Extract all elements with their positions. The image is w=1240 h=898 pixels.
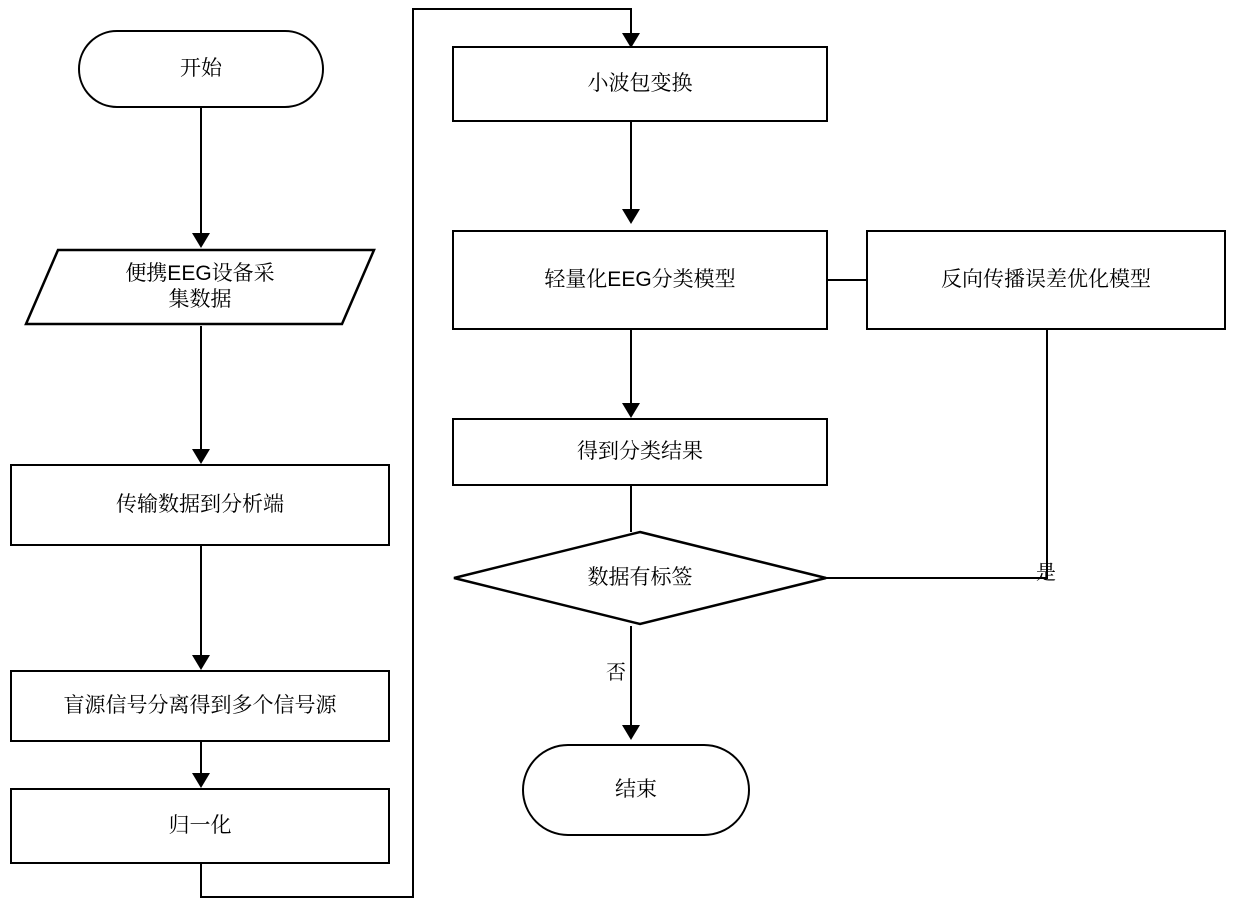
edge-yes-branch-riser: [1046, 330, 1048, 578]
arrowhead-bss-to-normalize: [192, 773, 210, 788]
arrowhead-wpt-to-model: [622, 209, 640, 224]
arrowhead-acquire-to-transmit: [192, 449, 210, 464]
node-transmit-data: [10, 464, 390, 546]
node-backpropagation-optimizer: [866, 230, 1226, 330]
node-has-label-decision: [452, 530, 828, 626]
node-end-label: 结束: [615, 777, 657, 801]
arrowhead-start-to-acquire: [192, 233, 210, 248]
edge-transmit-to-bss: [200, 546, 202, 660]
arrowhead-model-to-result: [622, 403, 640, 418]
node-has-label-decision-label: 数据有标签: [587, 565, 693, 589]
arrowhead-transmit-to-bss: [192, 655, 210, 670]
node-end: [522, 744, 750, 836]
node-blind-source-separation: [10, 670, 390, 742]
node-start: [78, 30, 324, 108]
node-classification-result: [452, 418, 828, 486]
edge-normalize-down-segment: [200, 864, 202, 898]
node-wavelet-packet-transform-label: 小波包变换: [587, 71, 693, 95]
edge-wpt-to-model: [630, 122, 632, 214]
edge-start-to-acquire: [200, 108, 202, 238]
node-transmit-data-label: 传输数据到分析端: [116, 492, 284, 516]
node-lightweight-eeg-model: [452, 230, 828, 330]
edge-normalize-right-riser: [412, 8, 414, 898]
node-acquire-data: [24, 248, 376, 326]
edge-result-to-decision: [630, 486, 632, 532]
node-acquire-data-label: 便携EEG设备采 集数据: [125, 261, 275, 311]
node-wavelet-packet-transform: [452, 46, 828, 122]
node-normalization-label: 归一化: [168, 813, 232, 837]
arrowhead-no-branch: [622, 725, 640, 740]
edge-acquire-to-transmit: [200, 326, 202, 454]
node-blind-source-separation-label: 盲源信号分离得到多个信号源: [63, 693, 337, 717]
node-normalization: [10, 788, 390, 864]
node-classification-result-label: 得到分类结果: [577, 439, 703, 463]
edge-model-to-result: [630, 330, 632, 408]
edge-yes-branch-horizontal: [826, 577, 1048, 579]
edge-label-no: 否: [606, 662, 626, 684]
node-start-label: 开始: [180, 56, 222, 80]
edge-label-yes: 是: [1036, 562, 1056, 584]
edge-model-to-backprop: [828, 279, 868, 281]
node-lightweight-eeg-model-label: 轻量化EEG分类模型: [544, 267, 736, 291]
node-backpropagation-optimizer-label: 反向传播误差优化模型: [941, 267, 1151, 291]
edge-no-branch: [630, 626, 632, 730]
edge-normalize-top-segment: [412, 8, 632, 10]
